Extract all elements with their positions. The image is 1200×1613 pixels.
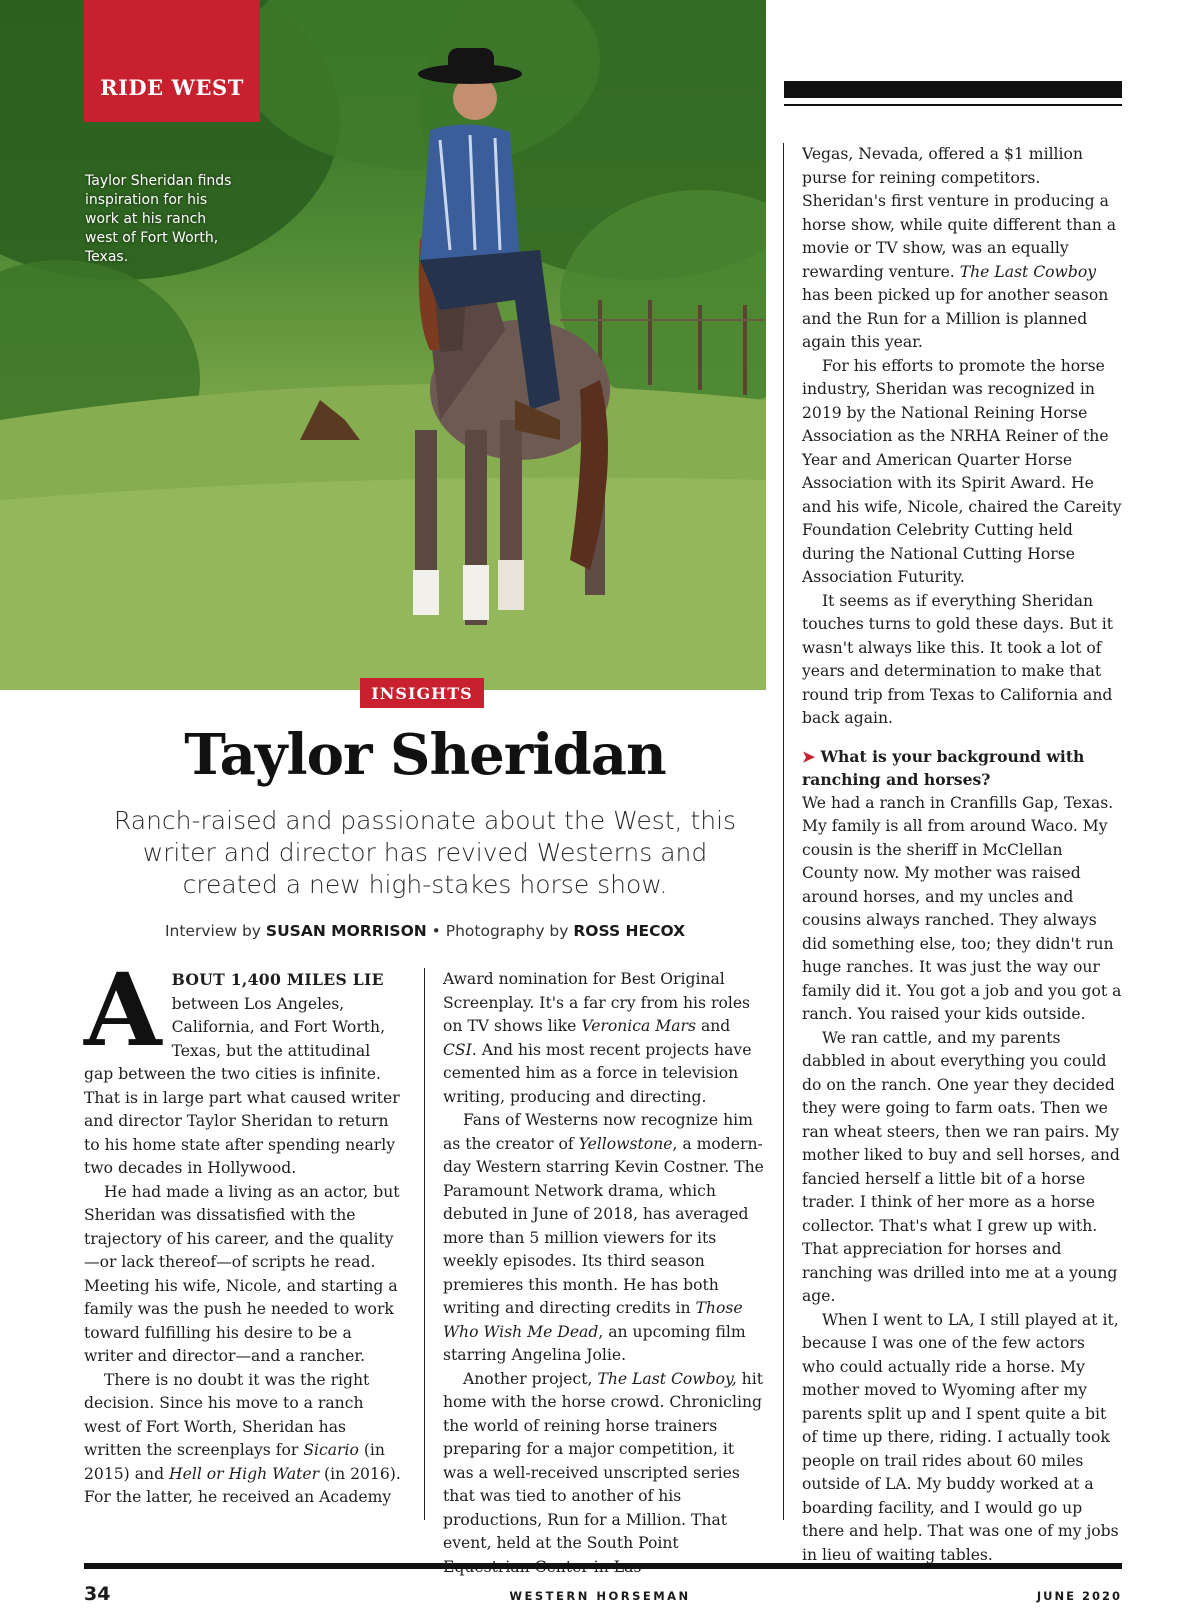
section-tag: RIDE WEST <box>84 0 260 122</box>
question-text: What is your background with ranching and horses? <box>802 746 1085 789</box>
show-title: Veronica Mars <box>581 1017 696 1035</box>
paragraph-text: , a modern-day Western starring Kevin Costner. The Paramount Network drama, which debuted in June of 2018, has averaged more than 5 million viewers for its weekly episodes. Its third season premieres this month. He has both writing and directing credits in <box>443 1134 764 1317</box>
film-title: Hell or High Water <box>169 1464 320 1483</box>
lead-in: BOUT 1,400 MILES LIE <box>171 970 384 989</box>
article-dek: Ranch-raised and passionate about the West, this writer and director has revived Westerns and created a new high-stakes horse show. <box>113 806 737 899</box>
paragraph: We had a ranch in Cranfills Gap, Texas. My family is all from around Waco. My cousin is the sheriff in McClellan County now. My mother was raised around horses, and my uncles and cousins always ranched. They always did something else, too; they didn't run huge ranches. It was just the way our family did it. You got a job and you got a ranch. You raised your kids outside. <box>802 793 1122 1023</box>
paragraph-text: hit home with the horse crowd. Chronicling the world of reining horse trainers preparing for a major competition, it was a well-received unscripted series that was tied to another of his productions, Run for a Million. That event, held at the South Point <box>443 1369 763 1552</box>
byline-separator: • <box>426 922 446 940</box>
paragraph <box>802 143 1122 355</box>
paragraph: He had made a living as an actor, but Sheridan was dissatisfied with the trajectory of his career, and the quality—or lack thereof—of scripts he read. Meeting his wife, Nicole, and starting a family was the push he needed to work toward fulfilling his desire to be a writer and director—and a rancher. <box>84 1182 400 1365</box>
paragraph <box>443 968 765 1109</box>
film-title: Those Who Wish Me Dead <box>443 1299 743 1341</box>
paragraph-text: has been picked up for another season and the Run for a Million is planned again this year. <box>802 286 1109 351</box>
kicker-badge: INSIGHTS <box>360 678 484 708</box>
hero-photo <box>0 0 766 690</box>
paragraph-text: . And his most recent projects have cemented him as a force in television writing, producing and directing. <box>443 1040 752 1106</box>
paragraph: For his efforts to promote the horse industry, Sheridan was recognized in 2019 by the National Reining Horse Association as the NRHA Reiner of the Year and American Quarter Horse Association with its Spirit Award. He and his wife, Nicole, chaired the Careity Foundation Celebrity Cutting held during the National Cutting Horse Association Futurity. <box>802 356 1122 586</box>
interview-question <box>802 745 1122 792</box>
page-number: 34 <box>84 1583 111 1605</box>
page-title: Taylor Sheridan <box>184 722 666 788</box>
paragraph <box>84 1369 404 1510</box>
article-column-1 <box>84 951 404 1510</box>
paragraph-text: Another project, <box>463 1369 598 1388</box>
footer-rule <box>84 1563 1122 1569</box>
paragraph-text: There is no doubt it was the right decision. Since his move to a ranch west of Fort Worth, Sheridan has written the screenplays for <box>84 1370 370 1459</box>
drop-cap: A <box>84 951 162 1069</box>
paragraph-text: (in 2016). For the latter, he received an Academy <box>84 1464 401 1506</box>
paragraph <box>443 1109 765 1368</box>
column-divider <box>424 968 425 1520</box>
show-title: The Last Cowboy, <box>597 1369 737 1388</box>
photo-credit-prefix: Photography by <box>445 922 569 940</box>
paragraph <box>443 1368 765 1580</box>
paragraph-text: and <box>696 1017 731 1035</box>
issue-date: JUNE 2020 <box>1036 1589 1122 1603</box>
paragraph-text: Vegas, Nevada, offered a $1 million purse for reining competitors. Sheridan's first venture in producing a horse show, while quite different than a movie or TV show, was an equally rewarding venture. <box>802 145 1117 281</box>
paragraph <box>84 951 404 1181</box>
show-title: CSI <box>443 1040 472 1059</box>
paragraph-text: , an upcoming film starring Angelina Jolie. <box>443 1322 746 1364</box>
byline-prefix: Interview by <box>164 922 261 940</box>
author-name: SUSAN MORRISON <box>265 922 427 940</box>
column-top-bar <box>784 81 1122 98</box>
photographer-name: ROSS HECOX <box>573 922 686 940</box>
show-title: Yellowstone <box>578 1134 673 1153</box>
paragraph: We ran cattle, and my parents dabbled in about everything you could do on the ranch. One year they decided they were going to farm oats. Then we ran wheat steers, then we ran pairs. My mother liked to buy and sell horses, and fancied herself a little bit of a horse trader. I think of her more as a horse collector. That's what I grew up with. That appreciation for horses and ranching was drilled into me at a young age. <box>802 1028 1120 1305</box>
column-divider <box>783 143 784 1520</box>
show-title: The Last Cowboy <box>959 262 1097 281</box>
paragraph-text: Fans of Westerns now recognize him as the creator of <box>443 1111 753 1153</box>
photo-caption: Taylor Sheridan finds inspiration for his work at his ranch west of Fort Worth, Texas. <box>85 173 232 265</box>
article-column-2 <box>443 968 765 1579</box>
paragraph-text: between Los Angeles, California, and Fort Worth, Texas, but the attitudinal gap between the two cities is infinite. That is in large part what caused writer and director Taylor Sheridan to return to his home state after spending nearly two decades in Hollywood. <box>84 994 400 1177</box>
magazine-name: WESTERN HORSEMAN <box>509 1589 691 1603</box>
column-top-rule <box>784 104 1122 106</box>
film-title: Sicario <box>303 1441 359 1459</box>
paragraph: When I went to LA, I still played at it, because I was one of the few actors who could actually ride a horse. My mother moved to Wyoming after my parents split up and I spent quite a bit of time up there, riding. I actually took people on trail rides about 60 miles outside of LA. My buddy worked at a boarding facility, and I would go up there and help. That was one of my jobs in lieu of waiting tables. <box>802 1310 1119 1564</box>
double-arrow-icon: ➤ <box>802 746 816 766</box>
article-column-3 <box>802 143 1122 1567</box>
paragraph-text: Award nomination for Best Original Screenplay. It's a far cry from his roles on TV shows like <box>443 970 751 1035</box>
paragraph: It seems as if everything Sheridan touches turns to gold these days. But it wasn't always like this. It took a lot of years and determination to make that round trip from Texas to California and back again. <box>802 591 1114 727</box>
byline <box>84 922 766 940</box>
paragraph-text: (in 2015) and <box>84 1441 385 1483</box>
